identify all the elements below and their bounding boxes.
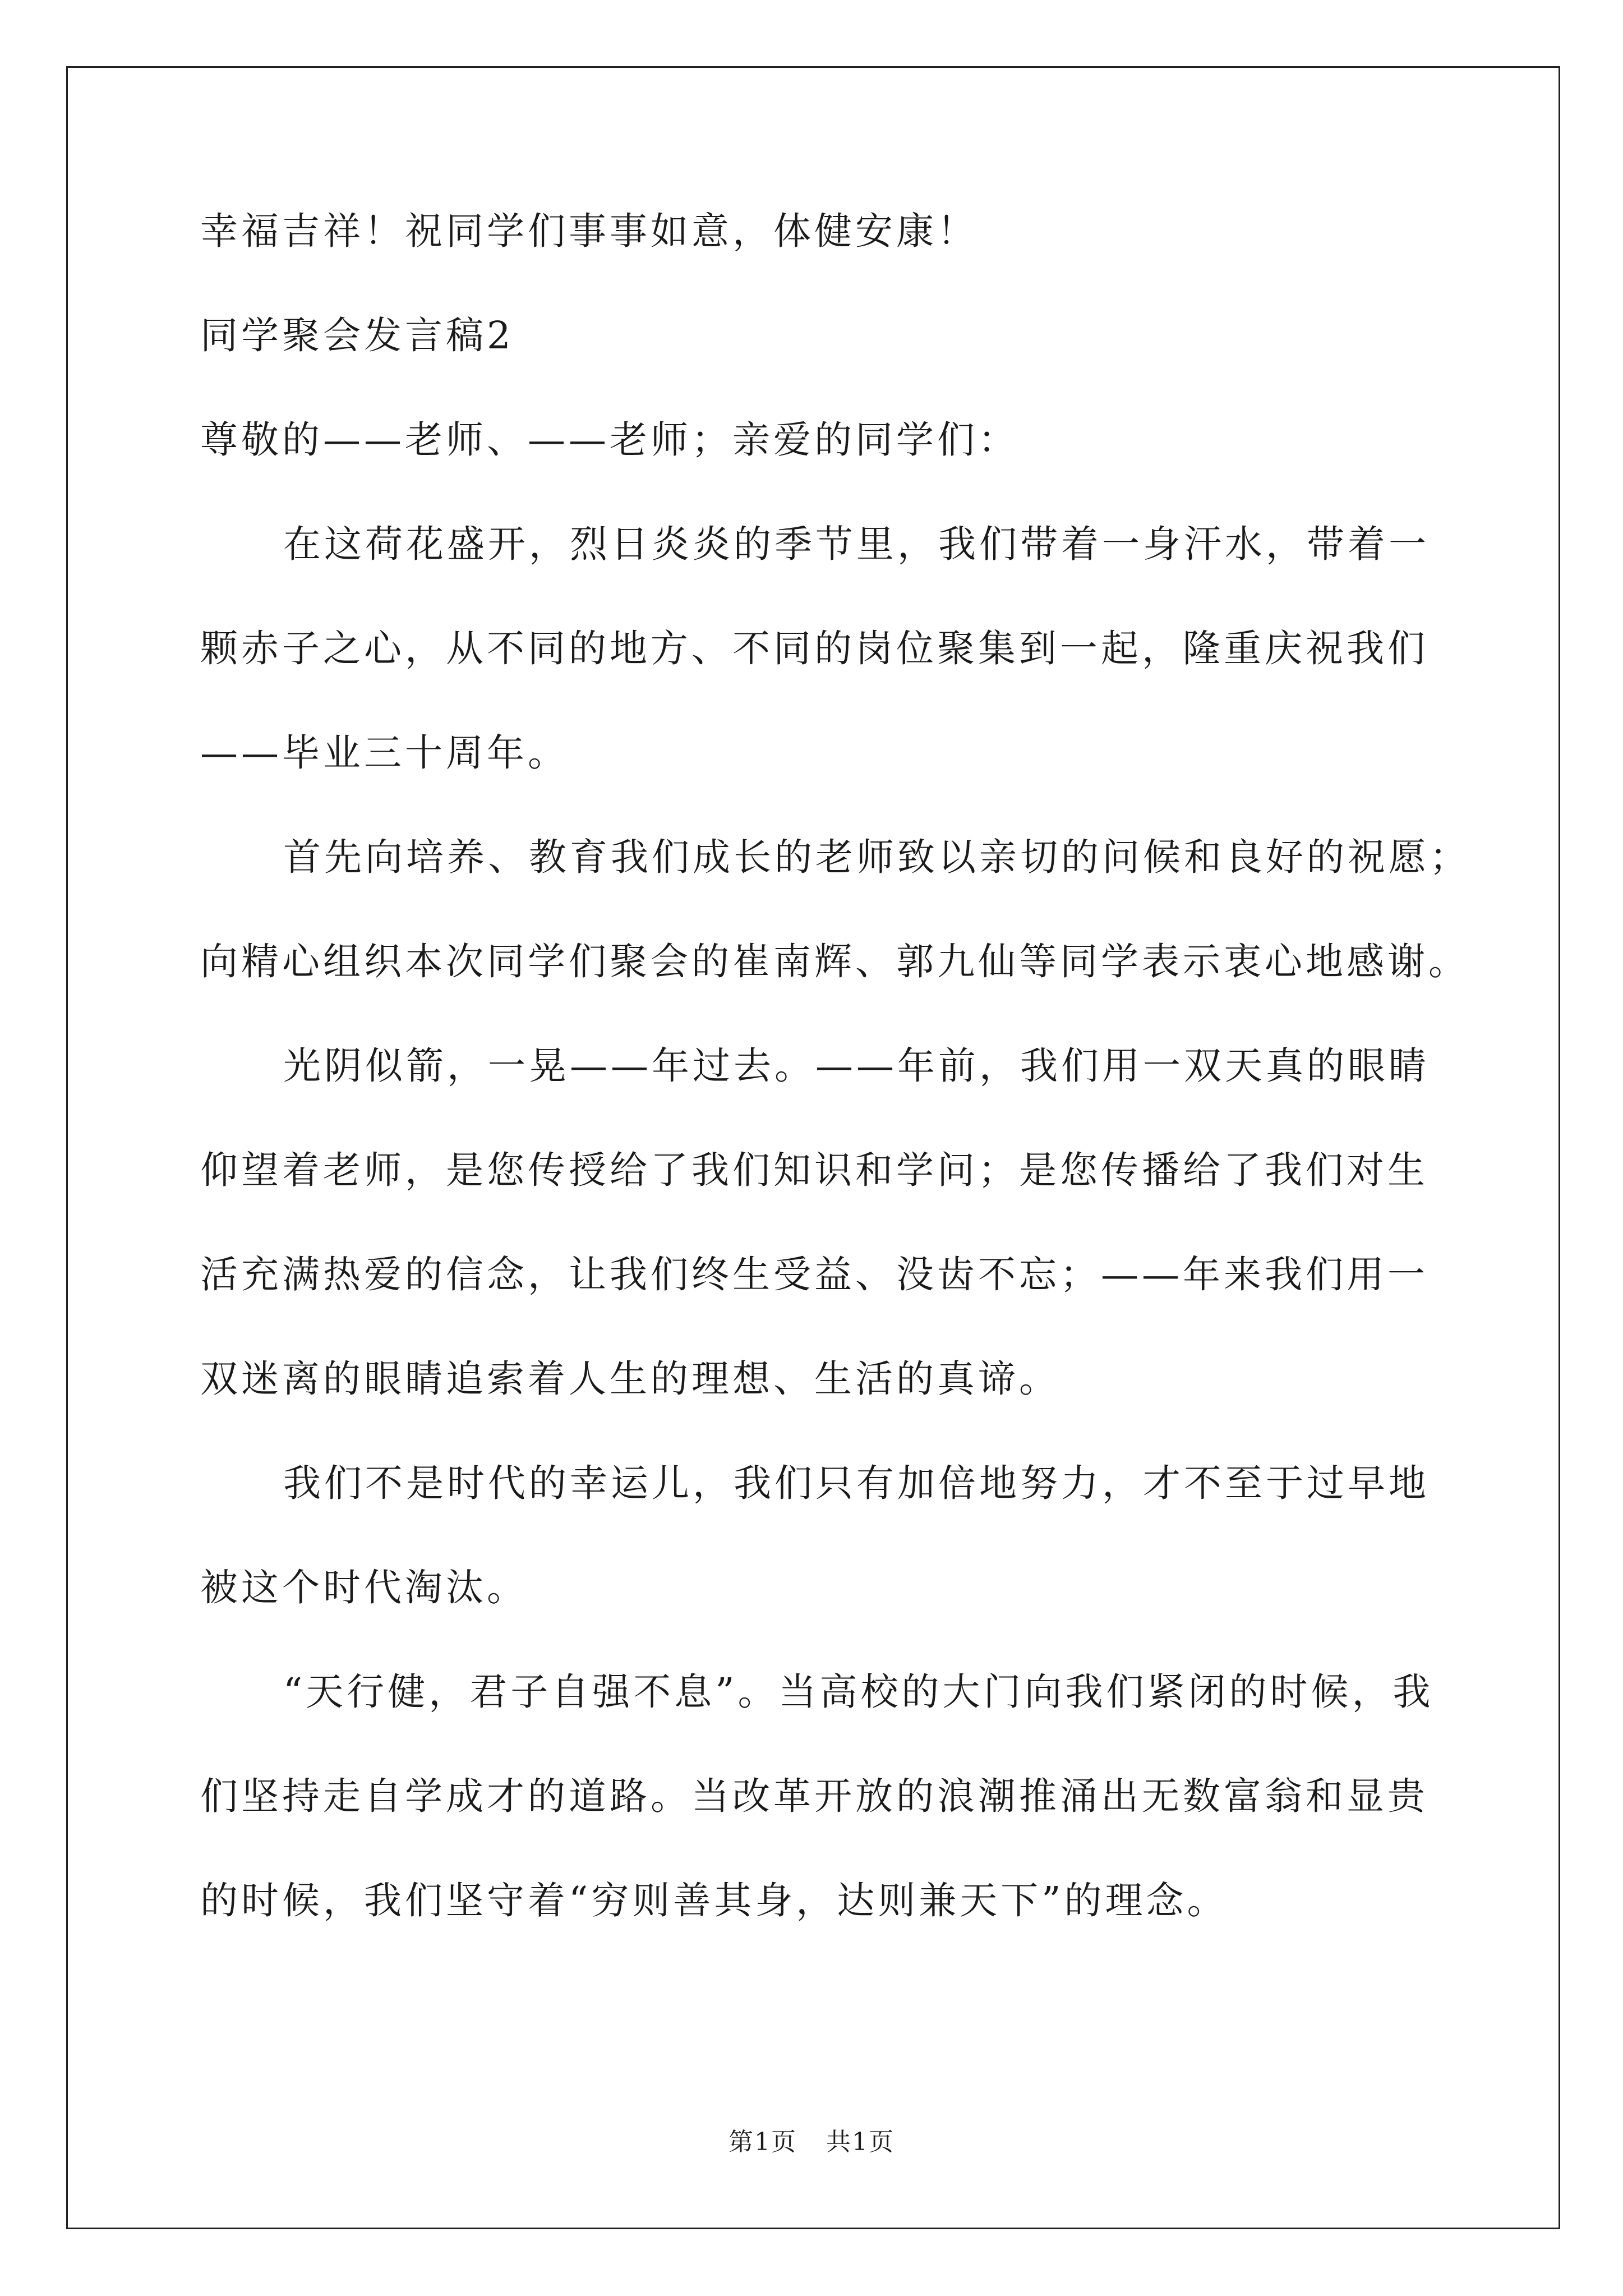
- text-line: 向精心组织本次同学们聚会的崔南辉、郭九仙等同学表示衷心地感谢。: [200, 940, 1469, 983]
- text-line: 颗赤子之心，从不同的地方、不同的岗位聚集到一起，隆重庆祝我们: [200, 627, 1428, 670]
- section-title: 同学聚会发言稿2: [200, 314, 514, 357]
- text-line: 我们不是时代的幸运儿，我们只有加倍地努力，才不至于过早地: [283, 1461, 1430, 1505]
- text-line: 活充满热爱的信念，让我们终生受益、没齿不忘；——年来我们用一: [200, 1253, 1428, 1296]
- salutation: 尊敬的——老师、——老师；亲爱的同学们：: [200, 418, 1019, 462]
- text-line: 首先向培养、教育我们成长的老师致以亲切的问候和良好的祝愿；: [283, 835, 1470, 879]
- page-total: 共1页: [826, 2128, 895, 2156]
- text-line: 被这个时代淘汰。: [200, 1566, 528, 1609]
- text-line: 双迷离的眼睛追索着人生的理想、生活的真谛。: [200, 1357, 1060, 1401]
- text-line: 幸福吉祥！祝同学们事事如意，体健安康！: [200, 209, 978, 253]
- page-footer: [0, 2122, 1623, 2157]
- text-line: ——毕业三十周年。: [200, 731, 569, 775]
- text-line: 的时候，我们坚守着“穷则善其身，达则兼天下”的理念。: [200, 1879, 1228, 1922]
- text-line: 仰望着老师，是您传授给了我们知识和学问；是您传播给了我们对生: [200, 1148, 1428, 1192]
- text-line: “天行健，君子自强不息”。当高校的大门向我们紧闭的时候，我: [283, 1670, 1434, 1714]
- document-body: [200, 209, 1470, 1982]
- page-number: 第1页: [728, 2128, 797, 2156]
- text-line: 在这荷花盛开，烈日炎炎的季节里，我们带着一身汗水，带着一: [283, 522, 1430, 566]
- text-line: 光阴似箭，一晃——年过去。——年前，我们用一双天真的眼睛: [283, 1044, 1430, 1088]
- text-line: 们坚持走自学成才的道路。当改革开放的浪潮推涌出无数富翁和显贵: [200, 1774, 1428, 1818]
